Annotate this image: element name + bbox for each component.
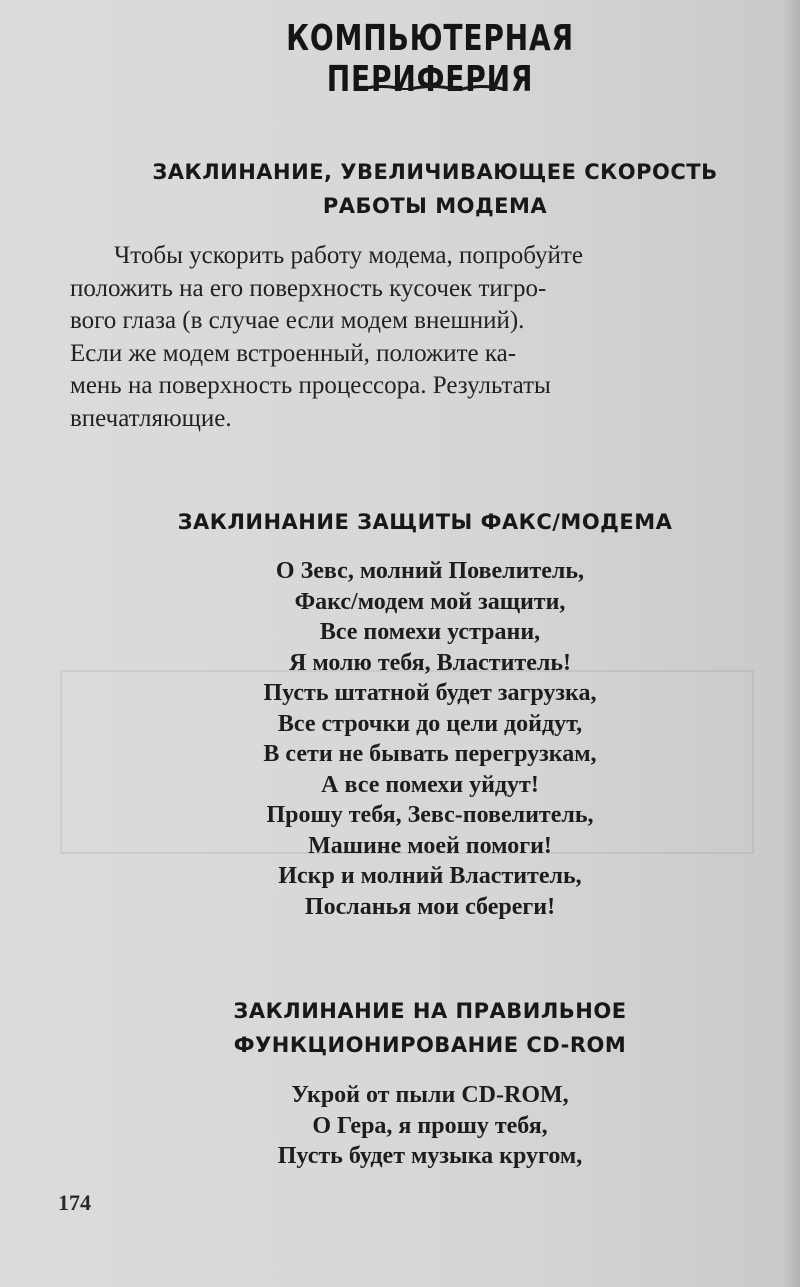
- verse-line: Прошу тебя, Зевс-повелитель,: [266, 802, 594, 828]
- spine-shadow: [782, 0, 800, 1287]
- heading-line: ЗАКЛИНАНИЕ, УВЕЛИЧИВАЮЩЕЕ СКОРОСТЬ: [152, 160, 718, 184]
- verse-line: О Гера, я прошу тебя,: [312, 1112, 548, 1139]
- prose-line: вого глаза (в случае если модем внешний).: [70, 307, 525, 334]
- prose-line: положить на его поверхность кусочек тигро-: [70, 274, 547, 302]
- verse-line: Все помехи устрани,: [319, 619, 541, 645]
- verse-line: Факс/модем мой защити,: [294, 588, 566, 615]
- verse-line: Посланья мои сбереги!: [304, 893, 556, 920]
- heading-line: РАБОТЫ МОДЕМА: [322, 194, 548, 218]
- verse-line: Пусть будет музыка кругом,: [277, 1143, 583, 1169]
- heading-line: ФУНКЦИОНИРОВАНИЕ CD-ROM: [233, 1033, 627, 1057]
- prose-line: Чтобы ускорить работу модема, попробуйте: [114, 242, 583, 269]
- title-ornament: [360, 80, 505, 96]
- prose-line: Если же модем встроенный, положите ка-: [70, 339, 517, 367]
- section-body-modem-speed: [70, 240, 790, 435]
- prose-line: впечатляющие.: [70, 404, 232, 432]
- section-heading-modem-speed: [100, 155, 770, 223]
- heading-line: ЗАКЛИНАНИЕ НА ПРАВИЛЬНОЕ: [233, 999, 627, 1023]
- verse-line: В сети не бывать перегрузкам,: [263, 741, 597, 767]
- verse-line: А все помехи уйдут!: [321, 771, 539, 798]
- prose-line: мень на поверхность процессора. Результаты: [70, 372, 551, 399]
- verse-line: Все строчки до цели дойдут,: [277, 710, 583, 737]
- verse-line: Искр и молний Властитель,: [278, 863, 582, 889]
- verse-line: Я молю тебя, Властитель!: [288, 649, 571, 676]
- section-heading-fax-modem: [120, 505, 730, 539]
- verse-cd-rom: [150, 1080, 710, 1172]
- verse-fax-modem: [150, 556, 710, 922]
- page-number: 174: [58, 1190, 91, 1215]
- section-heading-cd-rom: [150, 994, 710, 1062]
- verse-line: Укрой от пыли CD-ROM,: [291, 1082, 569, 1108]
- verse-line: Пусть штатной будет загрузка,: [263, 680, 597, 706]
- verse-line: О Зевс, молний Повелитель,: [275, 558, 585, 584]
- verse-line: Машине моей помоги!: [308, 832, 552, 859]
- chapter-title: КОМПЬЮТЕРНАЯ ПЕРИФЕРИЯ: [286, 18, 574, 100]
- heading-line: ЗАКЛИНАНИЕ ЗАЩИТЫ ФАКС/МОДЕМА: [177, 510, 673, 534]
